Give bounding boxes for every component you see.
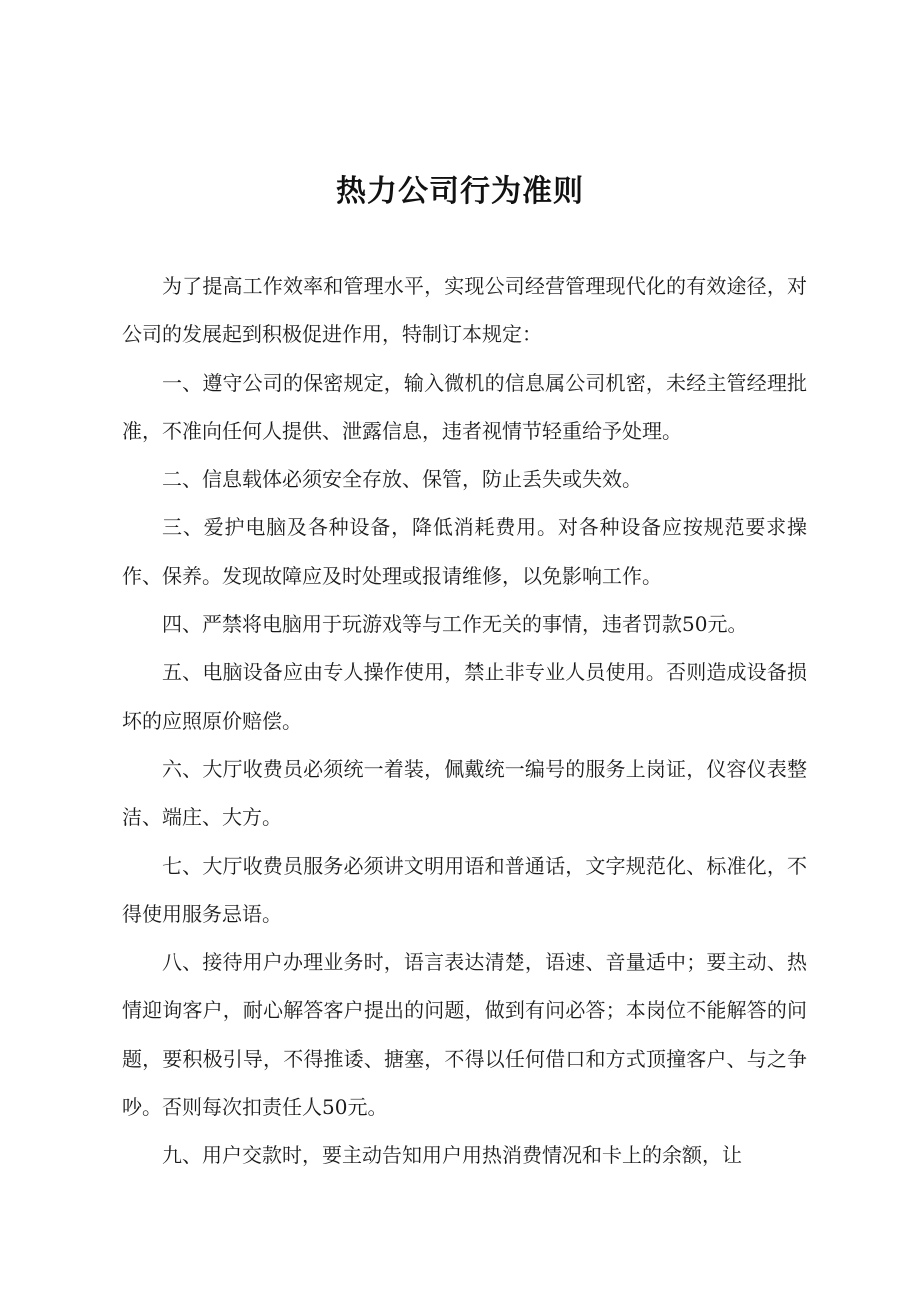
paragraph-rule-3: 三、爱护电脑及各种设备，降低消耗费用。对各种设备应按规范要求操作、保养。发现故障应及时处理或报请维修，以免影响工作。 (122, 515, 807, 588)
paragraph-rule-5: 五、电脑设备应由专人操作使用，禁止非专业人员使用。否则造成设备损坏的应照原价赔偿。 (122, 660, 807, 733)
paragraph-intro: 为了提高工作效率和管理水平，实现公司经营管理现代化的有效途径，对公司的发展起到积极促进作用，特制订本规定： (122, 274, 807, 347)
document-body (122, 262, 807, 1180)
paragraph-rule-6: 六、大厅收费员必须统一着装，佩戴统一编号的服务上岗证，仪容仪表整洁、端庄、大方。 (122, 756, 807, 830)
paragraph-rule-4: 四、严禁将电脑用于玩游戏等与工作无关的事情，违者罚款50元。 (162, 612, 748, 637)
paragraph-rule-2: 二、信息载体必须安全存放、保管，防止丢失或失效。 (162, 467, 642, 492)
paragraph-rule-9: 九、用户交款时，要主动告知用户用热消费情况和卡上的余额，让 (162, 1143, 742, 1168)
paragraph-rule-1: 一、遵守公司的保密规定，输入微机的信息属公司机密，未经主管经理批准，不准向任何人提供、泄露信息，违者视情节轻重给予处理。 (122, 370, 807, 443)
paragraph-rule-8: 八、接待用户办理业务时，语言表达清楚，语速、音量适中；要主动、热情迎询客户，耐心解答客户提出的问题，做到有问必答；本岗位不能解答的问题，要积极引导，不得推诿、搪塞，不得以任何借口和方式顶撞客户、与之争吵。否则每次扣责任人50元。 (122, 950, 807, 1120)
paragraph-rule-7: 七、大厅收费员服务必须讲文明用语和普通话，文字规范化、标准化，不得使用服务忌语。 (122, 853, 807, 926)
document-title: 热力公司行为准则 (336, 174, 584, 209)
